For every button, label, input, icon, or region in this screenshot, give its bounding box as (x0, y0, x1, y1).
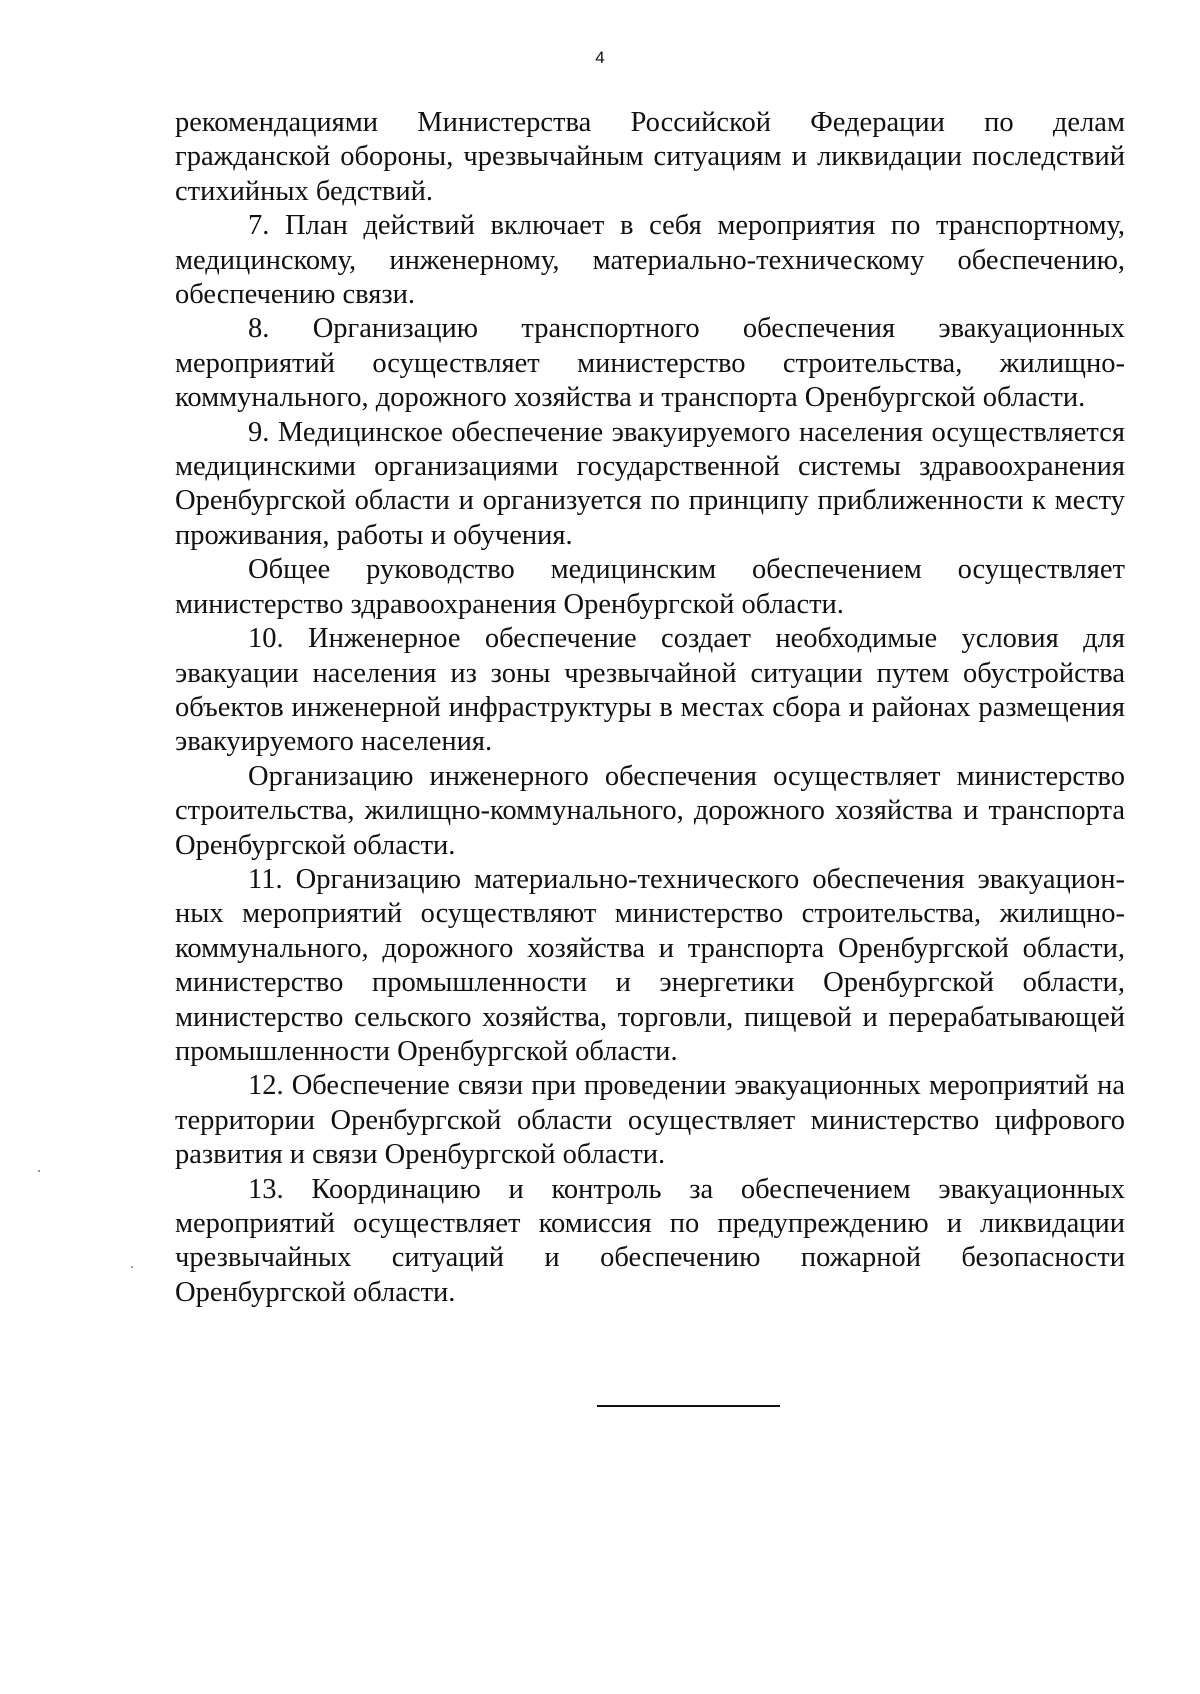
scan-speck (38, 1170, 40, 1172)
paragraph-item-10-organization: Организацию инженерного обеспечения осуществляет министерство строительства, жилищно-коммунального, дорожного хозяйства и транспорта Оренбургской области. (175, 760, 1125, 861)
page-number: 4 (595, 48, 605, 67)
scan-speck (131, 1266, 133, 1268)
paragraph-item-9-management: Общее руководство медицинским обеспечением осуществляет министерство здравоохранения Оренбургской области. (175, 554, 1125, 620)
paragraph-item-8: 8. Организацию транспортного обеспечения эвакуационных мероприятий осуществляет министерство строительства, жилищно-коммунального, дорожного хозяйства и транспорта Оренбургской области. (175, 313, 1125, 414)
paragraph-item-13: 13. Координацию и контроль за обеспечением эвакуационных мероприятий осуществляет комиссия по предупреждению и ликвидации чрезвычайных ситуаций и обеспечению пожарной безопасности Оренбургской области. (175, 1173, 1125, 1308)
closing-divider (597, 1405, 780, 1407)
document-body (175, 106, 1125, 1310)
paragraph-item-10: 10. Инженерное обеспечение создает необходимые условия для эвакуации населения из зоны чрезвычайной ситуации путем обустройства объектов инженерной инфраструктуры в местах сбора и районах размещения эвакуируемого населения. (175, 623, 1125, 758)
paragraph-item-9: 9. Медицинское обеспечение эвакуируемого населения осуществляется медицинскими организациями государственной системы здравоохранения Оренбургской области и организуется по принципу приближенности к месту проживания, работы и обучения. (175, 416, 1125, 551)
paragraph-item-7: 7. План действий включает в себя мероприятия по транспортному, медицинскому, инженерному, материально-техническому обеспечению, обеспечению связи. (175, 210, 1125, 311)
paragraph-continuation: рекомендациями Министерства Российской Федерации по делам гражданской обороны, чрезвычайным ситуациям и ликвидации последствий стихийных бедствий. (175, 107, 1125, 207)
paragraph-item-12: 12. Обеспечение связи при проведении эвакуационных мероприятий на территории Оренбургской области осуществляет министерство цифрового развития и связи Оренбургской области. (175, 1070, 1125, 1171)
paragraph-item-11: 11. Организацию материально-технического обеспечения эвакуационных мероприятий осуществляют министерство строительства, жилищно-коммунального, дорожного хозяйства и транспорта Оренбургской области, министерство промышленности и энергетики Оренбургской области, министерство сельского хозяйства, торговли, пищевой и перерабатывающей промышленности Оренбургской области. (175, 863, 1125, 1067)
